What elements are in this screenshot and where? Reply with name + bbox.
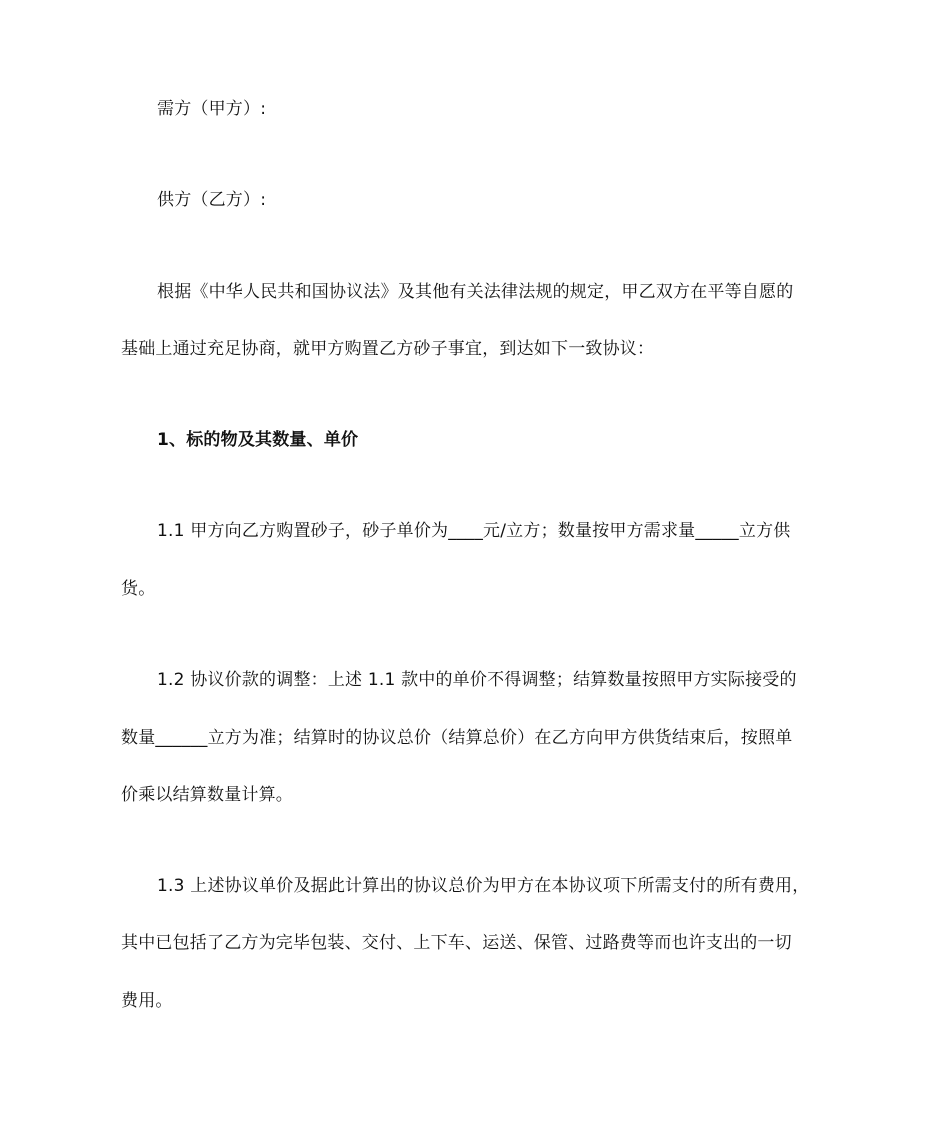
- clause-1-2-line-3: 价乘以结算数量计算。: [121, 785, 293, 805]
- party-b-label: 供方（乙方）:: [157, 190, 267, 210]
- clause-1-3-line-2: 其中已包括了乙方为完毕包装、交付、上下车、运送、保管、过路费等而也许支出的一切: [121, 933, 792, 953]
- clause-1-2-line-1: 1.2 协议价款的调整：上述 1.1 款中的单价不得调整；结算数量按照甲方实际接受的: [157, 670, 797, 690]
- party-a-label: 需方（甲方）:: [157, 99, 267, 119]
- clause-1-3-line-3: 费用。: [121, 991, 173, 1011]
- preamble-line-1: 根据《中华人民共和国协议法》及其他有关法律法规的规定，甲乙双方在平等自愿的: [157, 282, 794, 302]
- section-1-heading: 1、标的物及其数量、单价: [157, 430, 359, 450]
- clause-1-1-line-1: 1.1 甲方向乙方购置砂子，砂子单价为____元/立方；数量按甲方需求量_____立方供: [157, 521, 791, 541]
- preamble-line-2: 基础上通过充足协商，就甲方购置乙方砂子事宜，到达如下一致协议：: [121, 339, 655, 359]
- clause-1-2-line-2: 数量______立方为准；结算时的协议总价（结算总价）在乙方向甲方供货结束后，按照单: [121, 728, 793, 748]
- clause-1-3-line-1: 1.3 上述协议单价及据此计算出的协议总价为甲方在本协议项下所需支付的所有费用，: [157, 876, 810, 896]
- clause-1-1-line-2: 货。: [121, 579, 156, 599]
